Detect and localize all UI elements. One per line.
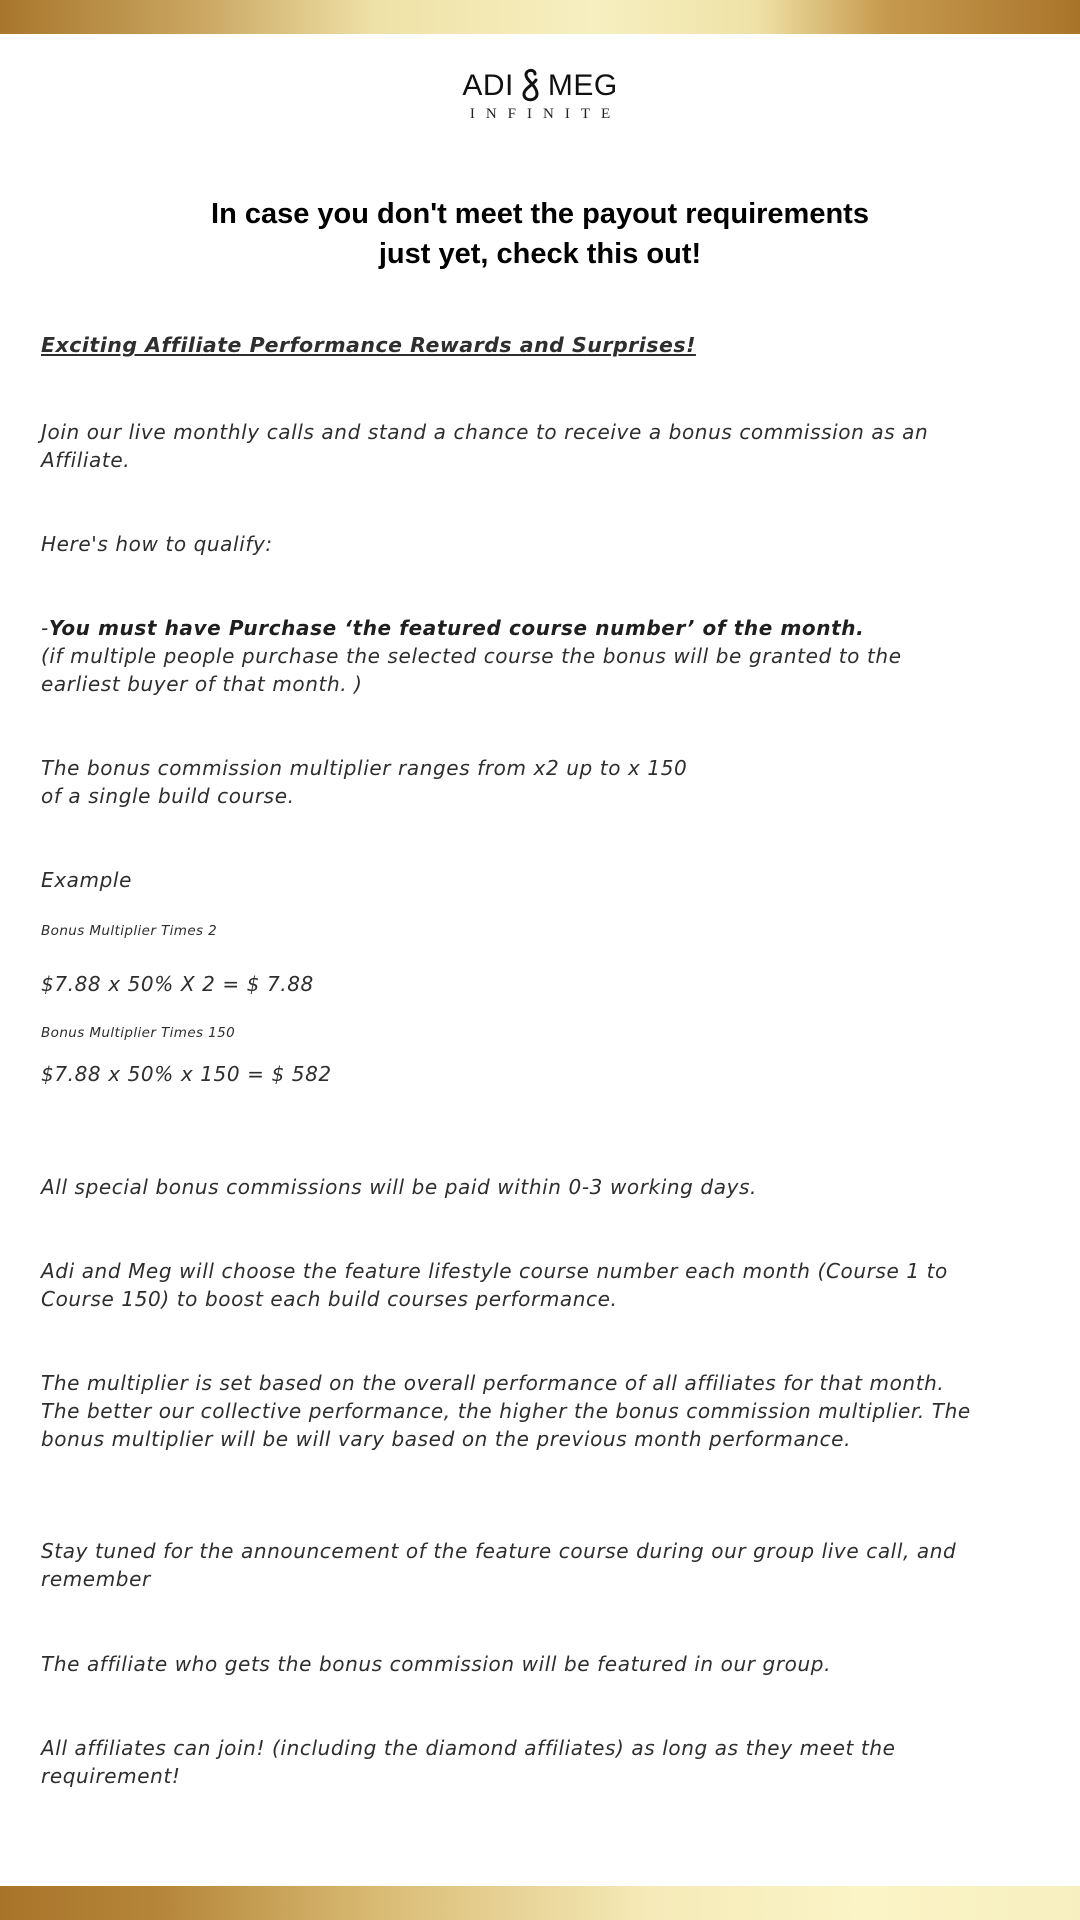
logo-left-text: ADI bbox=[462, 69, 514, 102]
requirement-prefix: - bbox=[41, 616, 49, 640]
multiplier-basis-paragraph bbox=[41, 1369, 1041, 1453]
headline-line-1: In case you don't meet the payout requirements bbox=[211, 198, 869, 230]
intro-line-2: Affiliate. bbox=[41, 448, 131, 472]
selection-line-2: Course 150) to boost each build courses performance. bbox=[41, 1287, 618, 1311]
infinity-ampersand-icon bbox=[520, 68, 542, 104]
eligibility-line-1: All affiliates can join! (including the diamond affiliates) as long as they meet the bbox=[41, 1736, 896, 1760]
multiplier-basis-line-2: The better our collective performance, the higher the bonus commission multiplier. The bbox=[41, 1399, 971, 1423]
example-case2-formula: $7.88 x 50% x 150 = $ 582 bbox=[41, 1062, 332, 1086]
requirement-note-line-1: (if multiple people purchase the selected course the bonus will be granted to the bbox=[41, 644, 902, 668]
qualify-label: Here's how to qualify: bbox=[41, 532, 273, 556]
intro-line-1: Join our live monthly calls and stand a chance to receive a bonus commission as an bbox=[41, 420, 929, 444]
requirement-paragraph bbox=[41, 614, 1041, 698]
payment-note: All special bonus commissions will be paid within 0-3 working days. bbox=[41, 1175, 757, 1199]
logo-wordmark bbox=[462, 68, 617, 104]
section-title: Exciting Affiliate Performance Rewards and Surprises! bbox=[41, 333, 696, 357]
requirement-line bbox=[41, 614, 1041, 642]
example-case1-label: Bonus Multiplier Times 2 bbox=[41, 923, 218, 939]
selection-line-1: Adi and Meg will choose the feature lifestyle course number each month (Course 1 to bbox=[41, 1259, 948, 1283]
requirement-bold-text: You must have Purchase ‘the featured course number’ of the month. bbox=[48, 616, 865, 640]
example-case2-label: Bonus Multiplier Times 150 bbox=[41, 1025, 236, 1041]
requirement-note-line-2: earliest buyer of that month. ) bbox=[41, 672, 363, 696]
example-label: Example bbox=[41, 868, 132, 892]
intro-paragraph bbox=[41, 418, 1041, 474]
bottom-gold-bar bbox=[0, 1886, 1080, 1920]
example-case1-formula: $7.88 x 50% X 2 = $ 7.88 bbox=[41, 972, 314, 996]
eligibility-line-2: requirement! bbox=[41, 1764, 181, 1788]
stay-tuned-line-1: Stay tuned for the announcement of the feature course during our group live call, and bbox=[41, 1539, 957, 1563]
selection-paragraph bbox=[41, 1257, 1041, 1313]
headline-line-2: just yet, check this out! bbox=[378, 238, 702, 270]
stay-tuned-paragraph bbox=[41, 1537, 1041, 1593]
multiplier-range-line-2: of a single build course. bbox=[41, 784, 295, 808]
logo-tagline: INFINITE bbox=[469, 106, 622, 122]
stay-tuned-line-2: remember bbox=[41, 1567, 151, 1591]
page-headline bbox=[0, 194, 1080, 274]
logo-right-text: MEG bbox=[547, 69, 618, 102]
eligibility-paragraph bbox=[41, 1734, 1041, 1790]
featured-note: The affiliate who gets the bonus commission will be featured in our group. bbox=[41, 1652, 832, 1676]
multiplier-range-paragraph bbox=[41, 754, 1041, 810]
multiplier-basis-line-3: bonus multiplier will be will vary based on the previous month performance. bbox=[41, 1427, 852, 1451]
multiplier-range-line-1: The bonus commission multiplier ranges from x2 up to x 150 bbox=[41, 756, 688, 780]
top-gold-bar bbox=[0, 0, 1080, 34]
brand-logo bbox=[0, 68, 1080, 123]
multiplier-basis-line-1: The multiplier is set based on the overall performance of all affiliates for that month. bbox=[41, 1371, 945, 1395]
